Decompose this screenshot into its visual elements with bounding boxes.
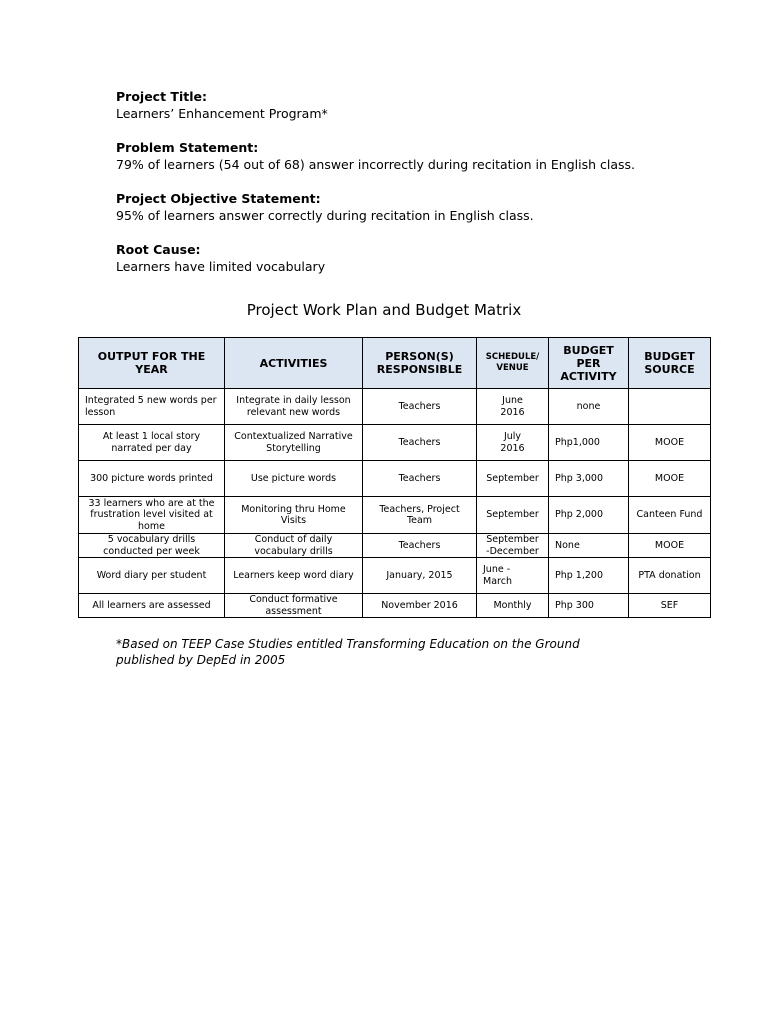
cell-output: Word diary per student	[79, 558, 225, 594]
cell-output: All learners are assessed	[79, 594, 225, 618]
cell-output: 33 learners who are at the frustration level visited at home	[79, 497, 225, 534]
cell-source: MOOE	[629, 425, 711, 461]
project-info	[116, 88, 716, 292]
work-plan-budget-table	[78, 337, 711, 618]
objective-statement-heading: Project Objective Statement:	[116, 191, 321, 206]
cell-source: SEF	[629, 594, 711, 618]
project-title-heading: Project Title:	[116, 89, 207, 104]
header-budget-per-activity: BUDGET PER ACTIVITY	[549, 338, 629, 389]
table-row	[79, 389, 711, 425]
root-cause-value: Learners have limited vocabulary	[116, 259, 326, 274]
cell-budget: Php 1,200	[549, 558, 629, 594]
cell-output: Integrated 5 new words per lesson	[79, 389, 225, 425]
problem-statement-heading: Problem Statement:	[116, 140, 259, 155]
cell-source: Canteen Fund	[629, 497, 711, 534]
project-title-value: Learners’ Enhancement Program*	[116, 106, 328, 121]
cell-activity: Learners keep word diary	[225, 558, 363, 594]
cell-activity: Contextualized Narrative Storytelling	[225, 425, 363, 461]
cell-activity: Conduct formative assessment	[225, 594, 363, 618]
cell-activity: Integrate in daily lesson relevant new words	[225, 389, 363, 425]
cell-schedule: September -December	[477, 534, 549, 558]
cell-output: At least 1 local story narrated per day	[79, 425, 225, 461]
cell-person: Teachers	[363, 425, 477, 461]
cell-output: 5 vocabulary drills conducted per week	[79, 534, 225, 558]
cell-budget: Php 300	[549, 594, 629, 618]
table-header-row	[79, 338, 711, 389]
cell-source: MOOE	[629, 461, 711, 497]
cell-budget: none	[549, 389, 629, 425]
cell-person: November 2016	[363, 594, 477, 618]
project-title-section	[116, 88, 716, 122]
cell-person: January, 2015	[363, 558, 477, 594]
cell-budget: Php 3,000	[549, 461, 629, 497]
cell-schedule: July 2016	[477, 425, 549, 461]
header-output: OUTPUT FOR THE YEAR	[79, 338, 225, 389]
cell-activity: Monitoring thru Home Visits	[225, 497, 363, 534]
table-row	[79, 594, 711, 618]
cell-output: 300 picture words printed	[79, 461, 225, 497]
footnote: *Based on TEEP Case Studies entitled Transforming Education on the Ground published by DepEd in 2005	[116, 637, 580, 667]
header-budget-source: BUDGET SOURCE	[629, 338, 711, 389]
table-row	[79, 558, 711, 594]
problem-statement-section	[116, 139, 716, 173]
matrix-title: Project Work Plan and Budget Matrix	[246, 301, 522, 319]
root-cause-heading: Root Cause:	[116, 242, 201, 257]
root-cause-section	[116, 241, 716, 275]
cell-source: PTA donation	[629, 558, 711, 594]
cell-person: Teachers	[363, 461, 477, 497]
cell-budget: None	[549, 534, 629, 558]
objective-statement-section	[116, 190, 716, 224]
cell-schedule: September	[477, 461, 549, 497]
problem-statement-value: 79% of learners (54 out of 68) answer incorrectly during recitation in English class.	[116, 157, 636, 172]
cell-source: MOOE	[629, 534, 711, 558]
header-persons-responsible: PERSON(S) RESPONSIBLE	[363, 338, 477, 389]
header-schedule-venue: SCHEDULE/ VENUE	[477, 338, 549, 389]
cell-person: Teachers	[363, 389, 477, 425]
objective-statement-value: 95% of learners answer correctly during recitation in English class.	[116, 208, 534, 223]
cell-schedule: September	[477, 497, 549, 534]
cell-schedule: June - March	[477, 558, 549, 594]
cell-schedule: June 2016	[477, 389, 549, 425]
table-row	[79, 534, 711, 558]
cell-schedule: Monthly	[477, 594, 549, 618]
cell-person: Teachers	[363, 534, 477, 558]
cell-source	[629, 389, 711, 425]
cell-activity: Conduct of daily vocabulary drills	[225, 534, 363, 558]
cell-person: Teachers, Project Team	[363, 497, 477, 534]
cell-budget: Php 2,000	[549, 497, 629, 534]
table-row	[79, 497, 711, 534]
cell-activity: Use picture words	[225, 461, 363, 497]
table-row	[79, 461, 711, 497]
table-row	[79, 425, 711, 461]
header-activities: ACTIVITIES	[225, 338, 363, 389]
cell-budget: Php1,000	[549, 425, 629, 461]
